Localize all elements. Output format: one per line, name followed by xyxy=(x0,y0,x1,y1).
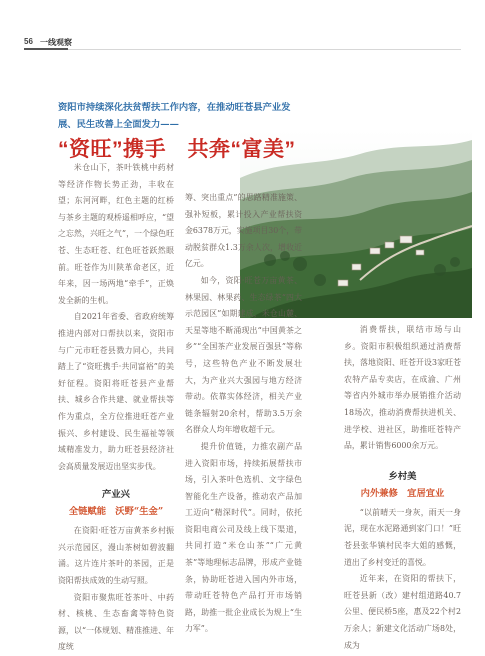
paragraph: 筹、突出重点”的思路精准施策、强补短板，累计投入产业帮扶资金6378万元，实施项目30个，带动脱贫群众1.3万余人次，增收近亿元。 xyxy=(185,193,302,269)
header-rule xyxy=(24,49,461,50)
article-column-2 xyxy=(185,190,302,638)
section-heading: 产业兴 xyxy=(102,489,130,501)
paragraph: 如今，资阳·旺苍万亩黄茶、林果园、林果药、生态绿茶“四大示范园区”如期建成，米仓山麓、天星等地不断涌现出“中国黄茶之乡”“全国茶产业发展百强县”等称号，这些特色产业不断发展壮大，为产业兴大强园与地方经济带动。依靠实体经济，相关产业链条辐射20余村，帮助3.5万余名群众人均年增收超千元。 xyxy=(185,275,302,435)
lead-paragraph: 资阳市持续深化扶贫帮扶工作内容，在推动旺苍县产业发展、民生改善上全面发力—— xyxy=(58,102,291,130)
paragraph: “以前晴天一身灰，雨天一身泥，现在水泥路通到家门口！”旺苍县张华镇村民李大姐的感慨，道出了乡村变迁的喜悦。 xyxy=(344,507,461,567)
paragraph: 提升价值链，力推农副产品进入资阳市场，持续拓展帮扶市场，引入茶叶色选机、文字绿色智能化生产设备，推动农产品加工迈向“精深时代”。同时，依托资阳电商公司及线上线下渠道，共同打造“米仓山茶”“广元黄茶”等地理标志品牌，形成产业链条，协助旺苍进入国内外市场，带动旺苍特色产品打开市场销路，助推一批企业成长为规上“生力军”。 xyxy=(185,441,302,634)
page-number: 56 xyxy=(24,37,33,46)
section-heading: 乡村美 xyxy=(388,470,417,482)
article-title: “资旺”携手 共奔“富美” xyxy=(58,138,296,161)
paragraph: 在资阳·旺苍万亩黄茶乡村振兴示范园区，漫山茶树如碧波翻涌。这片连片茶叶的茶园，正是资阳帮扶成效的生动写照。 xyxy=(58,526,174,586)
column-tag: 一线观察 xyxy=(40,38,72,47)
article-column-1 xyxy=(58,160,174,656)
paragraph: 消费帮扶，联结市场与山乡。资阳市积极组织通过消费帮扶，落地资阳、旺苍开设3家旺苍农特产品专卖店，在成渝、广州等省内外城市举办展销推介活动18场次，推动消费帮扶进机关、进学校、进社区，助推旺苍特产品，累计销售6000余万元。 xyxy=(344,325,461,451)
header-rule-accent xyxy=(24,48,68,50)
paragraph: 资阳市聚焦旺苍茶叶、中药材、核桃、生态畜禽等特色资源，以“一体规划、精准推进、年度统 xyxy=(58,592,174,652)
paragraph: 近年来，在资阳的帮扶下，旺苍县新（改）建村组道路40.7公里、便民桥5座，惠及22个村2万余人；新建文化活动广场8处，成为 xyxy=(344,574,461,650)
section-subheading: 内外兼修 宜居宜业 xyxy=(360,487,445,499)
section-subheading: 全链赋能 沃野“生金” xyxy=(68,506,164,518)
paragraph: 自2021年省委、省政府统筹推进内部对口帮扶以来，资阳市与广元市旺苍县戮力同心，共同踏上了“资旺携手·共同富裕”的美好征程。资阳将旺苍县产业帮扶、城乡合作共建、就业帮扶等作为重点，全方位推进旺苍产业振兴、乡村建设、民生福祉等领域精准发力，助力旺苍县经济社会高质量发展迈出坚实步伐。 xyxy=(58,312,174,471)
article-column-3 xyxy=(344,322,461,654)
paragraph: 米仓山下，茶叶铁桃中药材等经济作物长势正劲，丰收在望；东河河畔，红色主题的红桥与茶乡主题的观桥遥相呼应，“望之忘然，兴旺之气”，一个绿色旺苍、生态旺苍、红色旺苍跃然眼前。旺苍作为川陕革命老区，近年来，因一场两地“牵手”，正焕发全新的生机。 xyxy=(58,163,174,305)
